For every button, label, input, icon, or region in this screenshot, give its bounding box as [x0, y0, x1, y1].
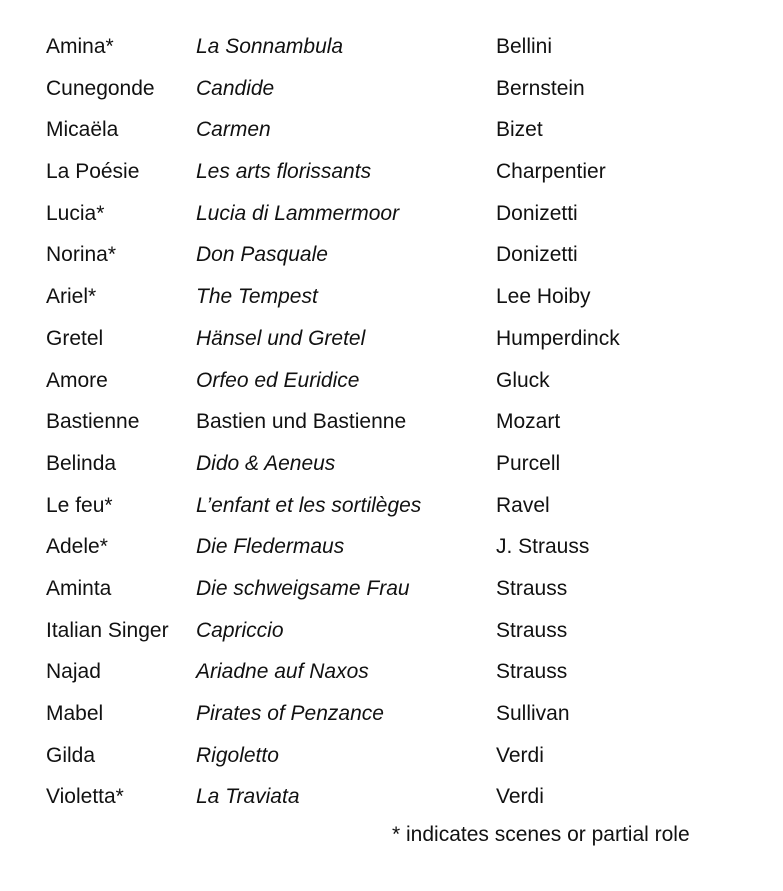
opera-title: La Sonnambula [196, 35, 344, 58]
table-row [46, 613, 766, 655]
role-name: Micaëla [46, 118, 119, 142]
footnote: * indicates scenes or partial role [392, 823, 690, 846]
role-name: Lucia* [46, 201, 105, 225]
role-name: Ariel* [46, 285, 97, 309]
table-row [46, 279, 766, 321]
repertoire-table [46, 29, 766, 821]
opera-title: Les arts florissants [196, 160, 372, 184]
role-name: Le feu* [46, 493, 113, 517]
opera-title: L’enfant et les sortilèges [196, 493, 422, 517]
composer-name: Bizet [496, 118, 543, 142]
composer-name: Humperdinck [496, 326, 620, 350]
opera-title: Orfeo ed Euridice [196, 368, 360, 392]
role-name: Violetta* [46, 785, 124, 809]
opera-title: Dido & Aeneus [196, 451, 336, 475]
table-row [46, 154, 766, 196]
role-name: Mabel [46, 702, 104, 725]
opera-title: Rigoletto [196, 743, 279, 767]
role-name: Cunegonde [46, 76, 155, 100]
composer-name: Purcell [496, 451, 561, 475]
composer-name: Verdi [496, 743, 544, 767]
composer-name: Strauss [496, 618, 568, 642]
opera-title: Die Fledermaus [196, 535, 345, 559]
opera-title: Don Pasquale [196, 243, 328, 267]
composer-name: Sullivan [496, 702, 570, 725]
composer-name: Strauss [496, 576, 568, 600]
opera-title: Hänsel und Gretel [196, 326, 366, 350]
role-name: Belinda [46, 451, 117, 475]
table-row [46, 446, 766, 488]
table-row [46, 571, 766, 613]
table-row [46, 321, 766, 363]
role-name: La Poésie [46, 160, 140, 184]
table-row [46, 237, 766, 279]
table-row [46, 738, 766, 780]
role-name: Amore [46, 368, 108, 392]
table-row [46, 696, 766, 738]
role-name: Adele* [46, 535, 108, 559]
opera-title: Ariadne auf Naxos [196, 660, 369, 684]
opera-title: Capriccio [196, 618, 284, 642]
table-row [46, 529, 766, 571]
role-name: Aminta [46, 576, 112, 600]
composer-name: Donizetti [496, 201, 578, 225]
table-row [46, 71, 766, 113]
table-row [46, 654, 766, 696]
opera-title: Pirates of Penzance [196, 702, 384, 725]
composer-name: Charpentier [496, 160, 606, 184]
role-name: Najad [46, 660, 101, 684]
composer-name: Lee Hoiby [496, 285, 591, 309]
composer-name: J. Strauss [496, 535, 590, 559]
composer-name: Bernstein [496, 76, 585, 100]
opera-title: Bastien und Bastienne [196, 410, 407, 434]
table-row [46, 488, 766, 530]
table-row [46, 196, 766, 238]
role-name: Italian Singer [46, 618, 169, 642]
table-row [46, 779, 766, 821]
role-name: Bastienne [46, 410, 140, 434]
table-row [46, 404, 766, 446]
opera-title: La Traviata [196, 785, 300, 809]
opera-title: Lucia di Lammermoor [196, 201, 400, 225]
role-name: Amina* [46, 35, 114, 58]
composer-name: Gluck [496, 368, 550, 392]
composer-name: Mozart [496, 410, 561, 434]
role-name: Gretel [46, 326, 104, 350]
table-row [46, 363, 766, 405]
composer-name: Verdi [496, 785, 544, 809]
composer-name: Donizetti [496, 243, 578, 267]
opera-title: Carmen [196, 118, 271, 142]
role-name: Norina* [46, 243, 117, 267]
table-row [46, 112, 766, 154]
role-name: Gilda [46, 743, 96, 767]
opera-title: The Tempest [196, 285, 318, 309]
opera-title: Die schweigsame Frau [196, 576, 410, 600]
opera-title: Candide [196, 76, 275, 100]
table-row [46, 29, 766, 71]
composer-name: Bellini [496, 35, 553, 58]
composer-name: Strauss [496, 660, 568, 684]
composer-name: Ravel [496, 493, 550, 517]
